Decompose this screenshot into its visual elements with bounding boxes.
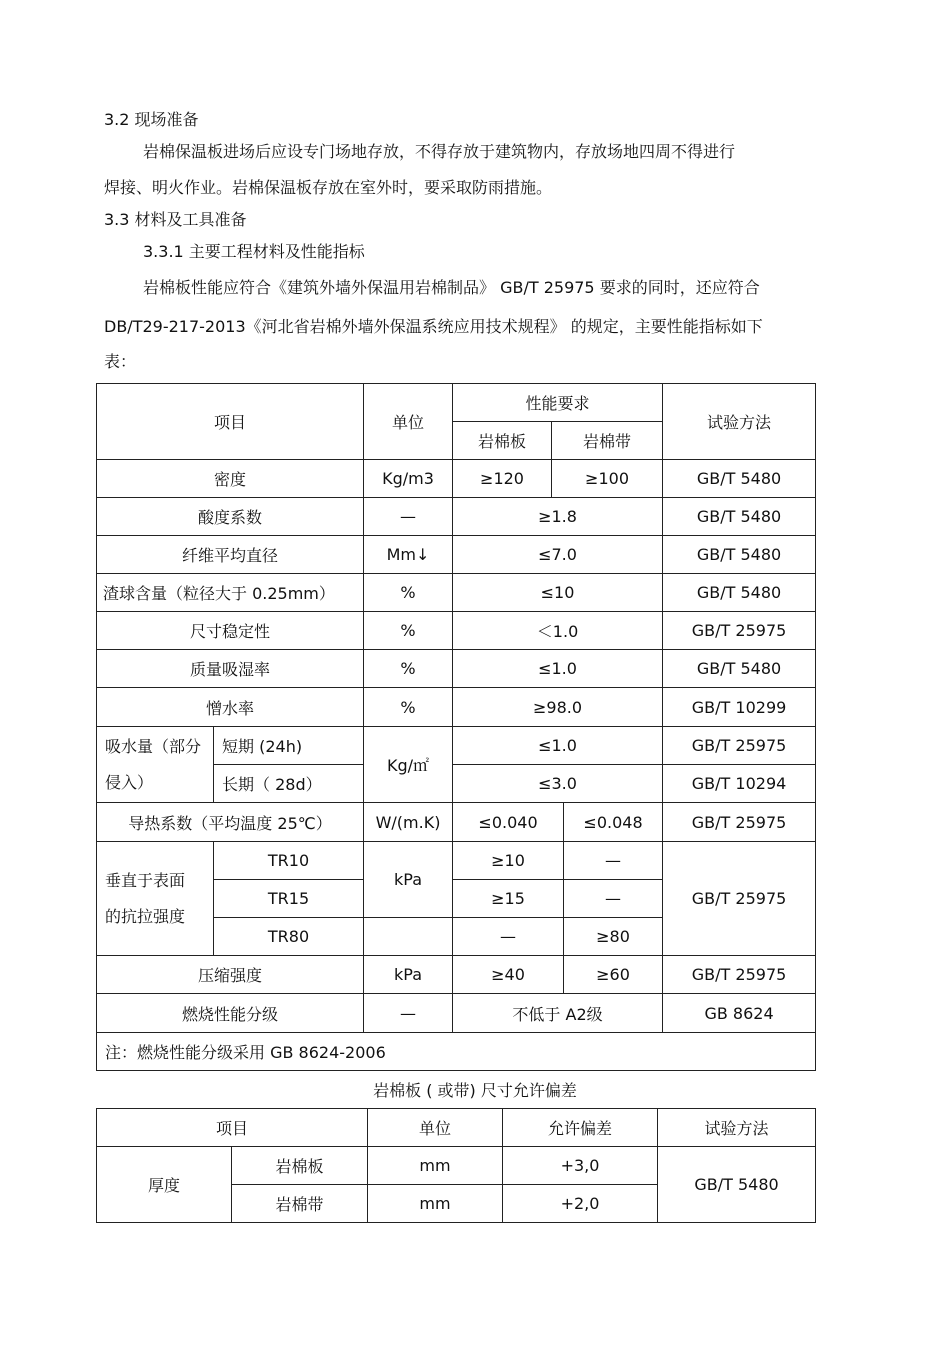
row-unit: mm: [368, 1185, 503, 1223]
tensile-strength-line-1: 垂直于表面: [105, 870, 186, 890]
row-unit: —: [364, 994, 453, 1033]
row-unit: Mm↓: [364, 536, 453, 574]
row-unit: %: [364, 650, 453, 688]
row-item: 渣球含量（粒径大于 0.25mm）: [97, 574, 364, 612]
row-value: ≥1.8: [453, 498, 663, 536]
rock-wool-board-label: 岩棉板: [232, 1147, 368, 1185]
row-unit: Kg/㎡: [364, 727, 453, 803]
row-unit: %: [364, 574, 453, 612]
section-3-3-paragraph-line-1: 岩棉板性能应符合《建筑外墙外保温用岩棉制品》 GB/T 25975 要求的同时，还应符合: [143, 278, 760, 297]
header-allowed-deviation: 允许偏差: [503, 1109, 658, 1147]
water-absorption-line-1: 吸水量（部分: [105, 736, 202, 756]
row-strip-value: ≥80: [564, 918, 663, 956]
header-rock-wool-strip: 岩棉带: [552, 422, 663, 460]
table-row: [97, 574, 816, 612]
row-board-value: —: [453, 918, 564, 956]
row-strip-value: ≥60: [564, 956, 663, 994]
tensile-strength-group: [97, 842, 214, 956]
row-strip-value: ≥100: [552, 460, 663, 498]
row-item: 酸度系数: [97, 498, 364, 536]
row-value: ≥98.0: [453, 688, 663, 727]
header-test-method: 试验方法: [663, 384, 816, 460]
row-method: GB 8624: [663, 994, 816, 1033]
row-unit: mm: [368, 1147, 503, 1185]
section-3-2-paragraph-line-2: 焊接、明火作业。岩棉保温板存放在室外时，要采取防雨措施。: [104, 178, 553, 197]
row-value: ≤1.0: [453, 727, 663, 765]
row-method: GB/T 10299: [663, 688, 816, 727]
section-3-3-1-heading: 3.3.1 主要工程材料及性能指标: [143, 242, 365, 261]
table-row: [97, 612, 816, 650]
row-deviation: +3,0: [503, 1147, 658, 1185]
row-value: 不低于 A2级: [453, 994, 663, 1033]
header-item: 项目: [97, 384, 364, 460]
header-performance: 性能要求: [453, 384, 663, 422]
table-row: [97, 803, 816, 842]
row-unit: —: [364, 498, 453, 536]
section-3-3-paragraph-line-2: DB/T29-217-2013《河北省岩棉外墙外保温系统应用技术规程》 的规定，主要性能指标如下: [104, 317, 763, 336]
row-method: GB/T 5480: [663, 650, 816, 688]
row-method: GB/T 25975: [663, 842, 816, 956]
table-row: [97, 688, 816, 727]
tensile-strength-line-2: 的抗拉强度: [105, 906, 186, 926]
row-value: ≤7.0: [453, 536, 663, 574]
water-absorption-line-2: 侵入）: [105, 772, 154, 792]
tr80-label: TR80: [214, 918, 364, 956]
row-method: GB/T 25975: [663, 612, 816, 650]
row-unit: kPa: [364, 956, 453, 994]
table-row: [97, 498, 816, 536]
table-row: [97, 1147, 816, 1185]
table-row: [97, 460, 816, 498]
row-strip-value: ≤0.048: [564, 803, 663, 842]
section-3-2-heading: 3.2 现场准备: [104, 110, 199, 129]
row-method: GB/T 25975: [663, 803, 816, 842]
table-row: [97, 956, 816, 994]
row-method: GB/T 25975: [663, 956, 816, 994]
row-board-value: ≥10: [453, 842, 564, 880]
row-item: 憎水率: [97, 688, 364, 727]
table-row: [97, 727, 816, 765]
row-value: ＜1.0: [453, 612, 663, 650]
table-row: [97, 842, 816, 880]
header-unit: 单位: [368, 1109, 503, 1147]
row-item: 压缩强度: [97, 956, 364, 994]
row-method: GB/T 5480: [663, 536, 816, 574]
row-deviation: +2,0: [503, 1185, 658, 1223]
row-method: GB/T 5480: [663, 498, 816, 536]
row-method: GB/T 25975: [663, 727, 816, 765]
header-rock-wool-board: 岩棉板: [453, 422, 552, 460]
row-item: 导热系数（平均温度 25℃）: [97, 803, 364, 842]
rock-wool-strip-label: 岩棉带: [232, 1185, 368, 1223]
tr15-label: TR15: [214, 880, 364, 918]
table-note: 注：燃烧性能分级采用 GB 8624-2006: [97, 1033, 816, 1071]
row-method: GB/T 10294: [663, 765, 816, 803]
table-note-row: [97, 1033, 816, 1071]
table-row: [97, 536, 816, 574]
dimension-tolerance-caption: 岩棉板 ( 或带) 尺寸允许偏差: [373, 1081, 577, 1100]
row-unit: %: [364, 688, 453, 727]
long-term-label: 长期（ 28d）: [214, 765, 364, 803]
section-3-3-paragraph-line-3: 表：: [104, 352, 137, 371]
row-unit: %: [364, 612, 453, 650]
table-row: [97, 994, 816, 1033]
header-test-method: 试验方法: [658, 1109, 816, 1147]
row-board-value: ≤0.040: [453, 803, 564, 842]
row-board-value: ≥15: [453, 880, 564, 918]
section-3-3-heading: 3.3 材料及工具准备: [104, 210, 247, 229]
row-value: ≤10: [453, 574, 663, 612]
tr10-label: TR10: [214, 842, 364, 880]
row-item: 纤维平均直径: [97, 536, 364, 574]
row-unit-empty: [364, 918, 453, 956]
short-term-label: 短期 (24h): [214, 727, 364, 765]
row-value: ≤3.0: [453, 765, 663, 803]
performance-table: [96, 383, 816, 1071]
header-item: 项目: [97, 1109, 368, 1147]
row-unit: kPa: [364, 842, 453, 918]
row-method: GB/T 5480: [663, 574, 816, 612]
row-strip-value: —: [564, 880, 663, 918]
row-board-value: ≥120: [453, 460, 552, 498]
row-method: GB/T 5480: [658, 1147, 816, 1223]
header-unit: 单位: [364, 384, 453, 460]
row-board-value: ≥40: [453, 956, 564, 994]
row-unit: Kg/m3: [364, 460, 453, 498]
row-item: 质量吸湿率: [97, 650, 364, 688]
table-row: [97, 650, 816, 688]
thickness-label: 厚度: [97, 1147, 232, 1223]
row-value: ≤1.0: [453, 650, 663, 688]
section-3-2-paragraph-line-1: 岩棉保温板进场后应设专门场地存放，不得存放于建筑物内，存放场地四周不得进行: [143, 142, 736, 161]
row-method: GB/T 5480: [663, 460, 816, 498]
row-strip-value: —: [564, 842, 663, 880]
row-item: 密度: [97, 460, 364, 498]
row-item: 尺寸稳定性: [97, 612, 364, 650]
dimension-tolerance-table: [96, 1108, 816, 1223]
row-item: 燃烧性能分级: [97, 994, 364, 1033]
row-unit: W/(m.K): [364, 803, 453, 842]
water-absorption-group: [97, 727, 214, 803]
